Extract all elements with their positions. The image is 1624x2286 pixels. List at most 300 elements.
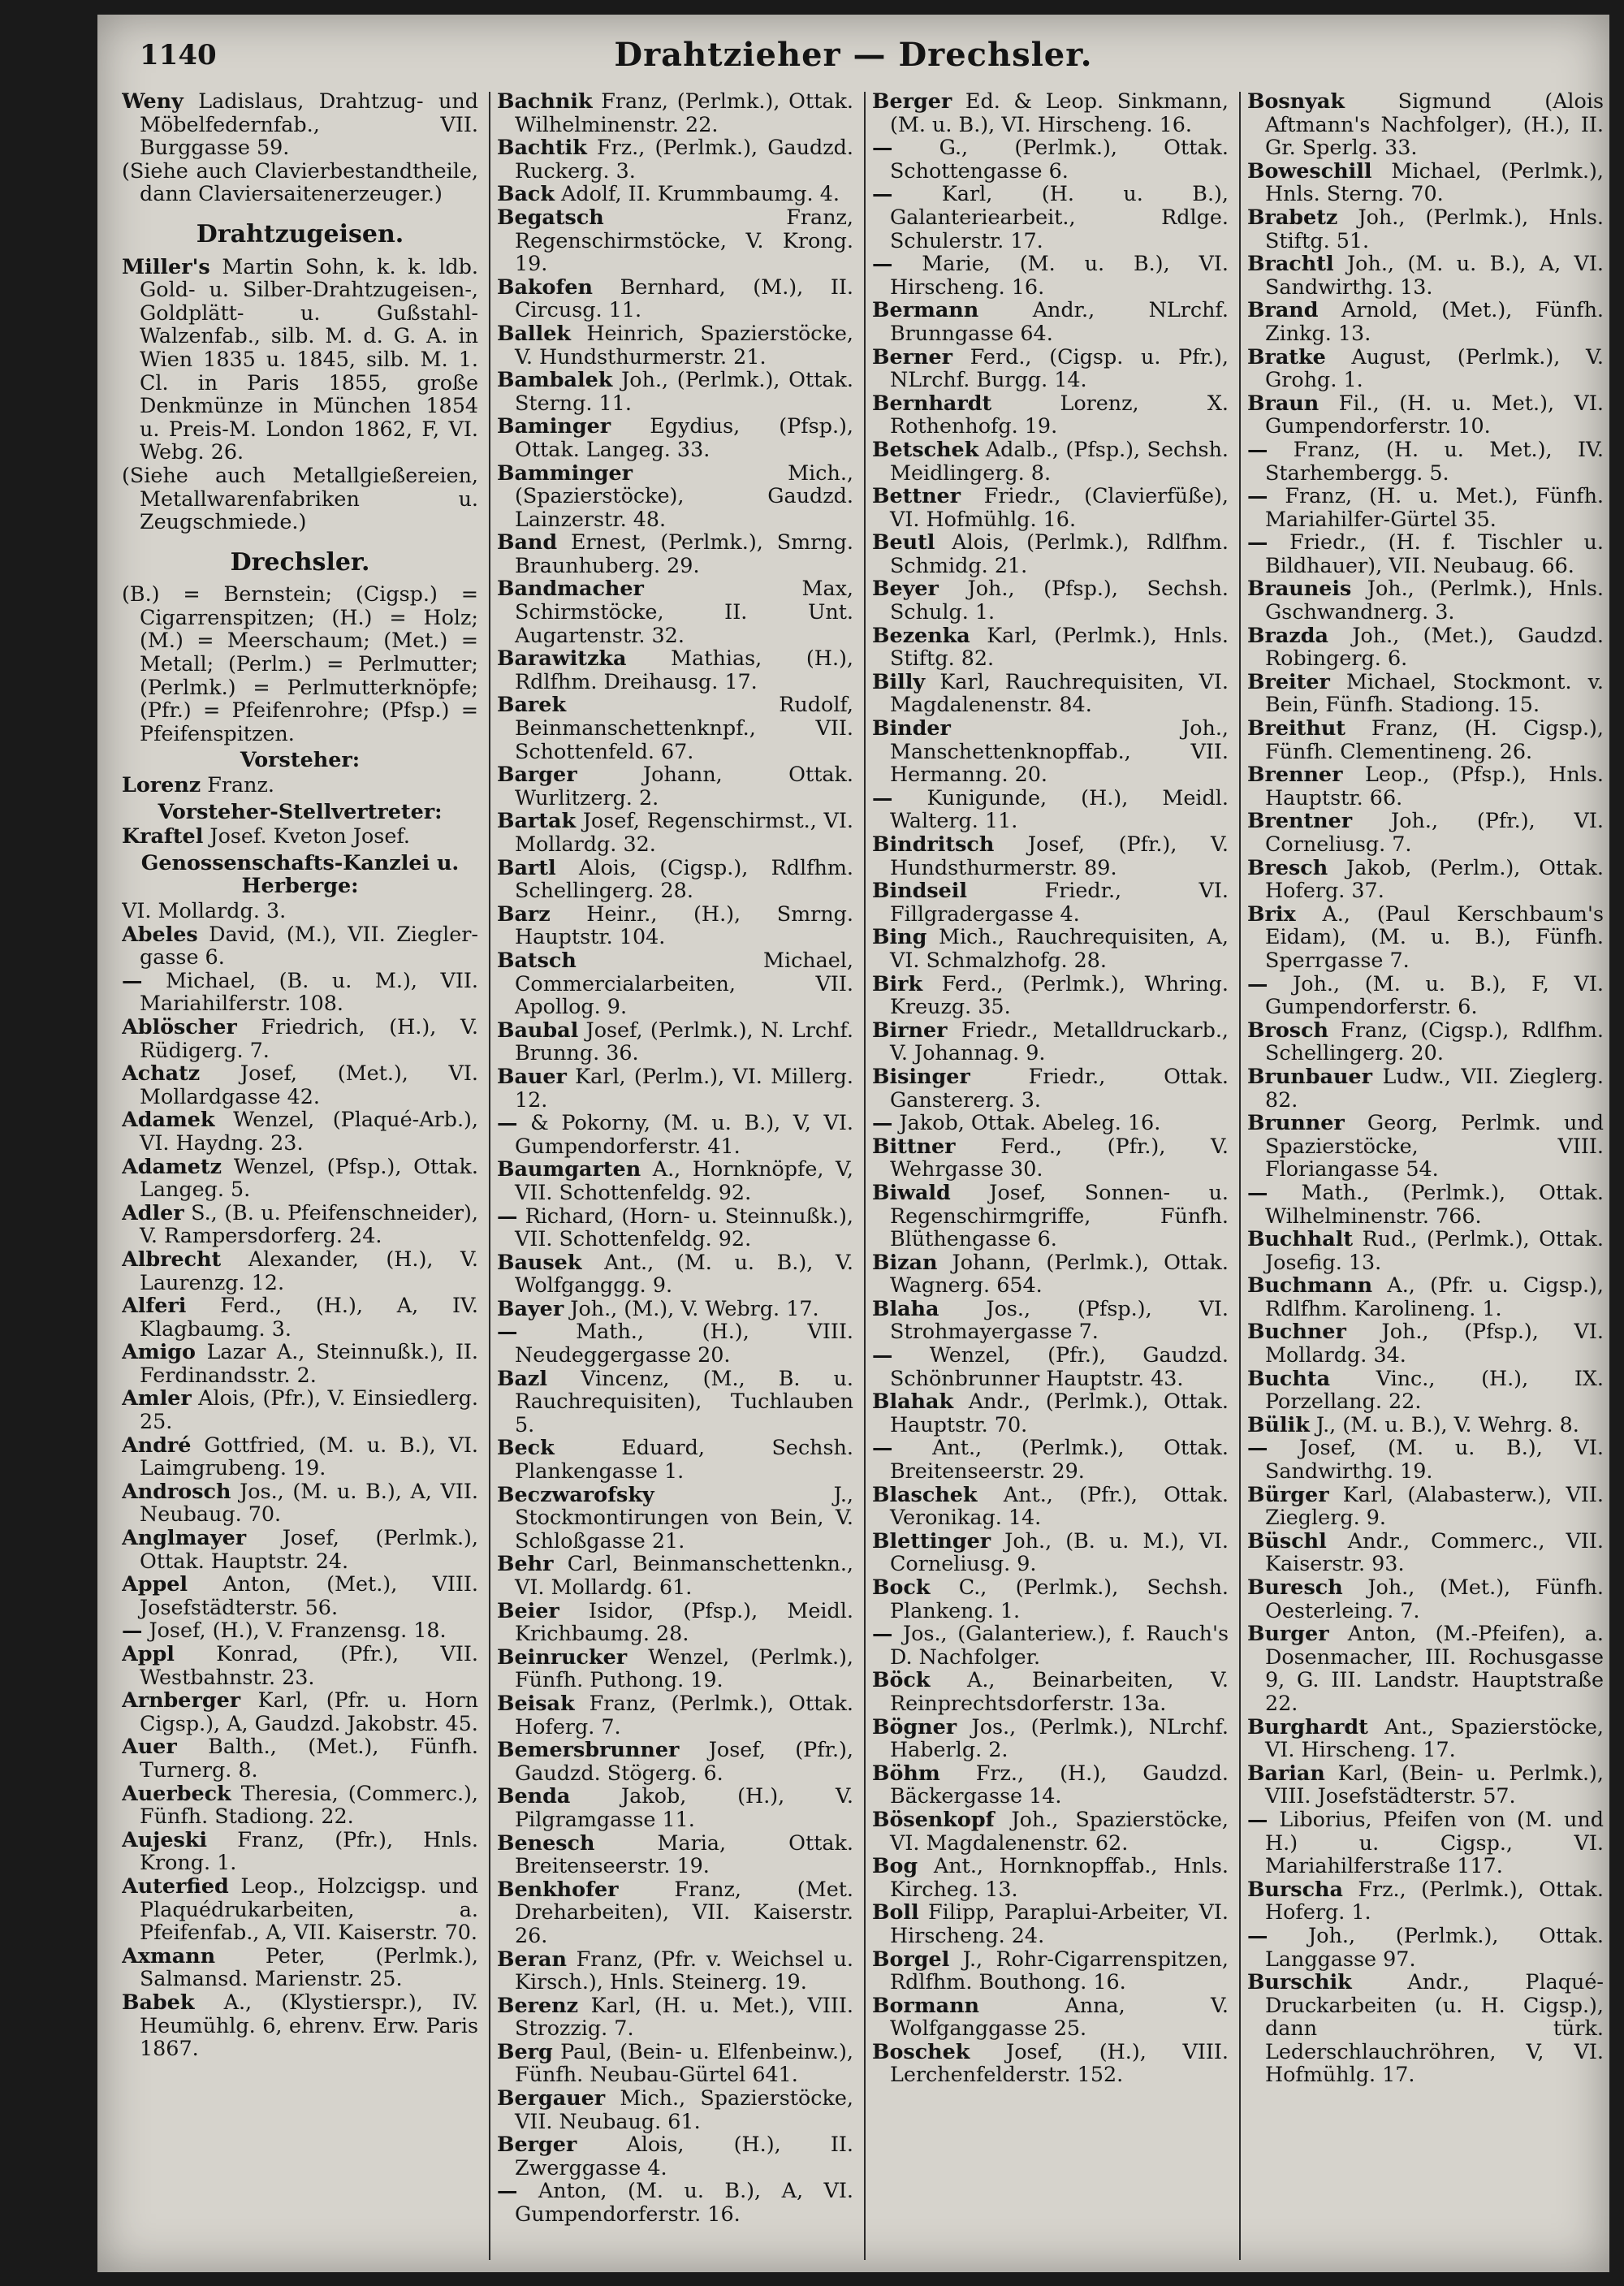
directory-entry (122, 1526, 478, 1572)
entry-name: Bayer (497, 1295, 564, 1320)
directory-entry (872, 832, 1229, 879)
entry-details: Josef, Regenschirmst., VI. Mollardg. 32. (515, 808, 853, 856)
entry-details: Peter, (Perlmk.), Salmansd. Marienstr. 25. (140, 1942, 478, 1991)
directory-entry (872, 298, 1229, 344)
directory-entry (497, 1018, 853, 1065)
entry-name: Benesch (497, 1830, 595, 1855)
entry-name: Bemersbrunner (497, 1737, 680, 1762)
entry-details: Anna, V. Wolfganggasse 25. (890, 1992, 1229, 2041)
entry-details: Karl, (Perlmk.), Hnls. Stiftg. 82. (890, 622, 1229, 671)
directory-entry (122, 1433, 478, 1480)
entry-details: Josef, Sonnen- u. Regenschirmgriffe, Fünfh. Blüthengasse 6. (890, 1179, 1229, 1251)
entry-details: Joh., Spazierstöcke, VI. Magdalenenstr. 62. (890, 1806, 1229, 1855)
directory-entry (1247, 1367, 1604, 1413)
entry-details: Ant., Hornknopffab., Hnls. Kircheg. 13. (890, 1853, 1229, 1901)
entry-details: C., (Perlmk.), Sechsh. Plankeng. 1. (890, 1575, 1229, 1623)
entry-name: Barger (497, 762, 577, 787)
entry-details: Franz, (Met. Dreharbeiten), VII. Kaiserstr. 26. (515, 1876, 853, 1947)
entry-details: Wenzel, (Pfr.), Gaudzd. Schönbrunner Hauptstr. 43. (890, 1342, 1229, 1390)
entry-details: Lorenz, X. Rothenhofg. 19. (890, 390, 1229, 439)
entry-name: André (122, 1432, 192, 1457)
entry-details: Gottfried, (M. u. B.), VI. Laimgrubeng. 19. (140, 1432, 478, 1480)
entry-details: Isidor, (Pfsp.), Meidl. Krichbaumg. 28. (515, 1597, 853, 1646)
directory-entry (497, 1204, 853, 1251)
entry-details: Vincenz, (M., B. u. Rauchrequisiten), Tuchlauben 5. (515, 1365, 853, 1437)
directory-entry (497, 2179, 853, 2225)
entry-details: & Pokorny, (M. u. B.), V, VI. Gumpendorferstr. 41. (515, 1110, 853, 1158)
entry-details: J., (M. u. B.), V. Wehrg. 8. (1309, 1411, 1579, 1437)
directory-entry (1247, 1065, 1604, 1111)
entry-details: Wenzel, (Plaqué-Arb.), VI. Haydng. 23. (140, 1107, 478, 1155)
directory-entry (872, 577, 1229, 623)
directory-entry (497, 902, 853, 949)
entry-details: Friedr., Metalldruckarb., V. Johannag. 9. (890, 1017, 1229, 1065)
entry-name: Bog (872, 1853, 918, 1878)
entry-name: Bartl (497, 854, 556, 879)
entry-name: Ballek (497, 320, 571, 345)
directory-entry (122, 923, 478, 969)
entry-name: Buresch (1247, 1575, 1343, 1599)
entry-details: Joh., (Met.), Gaudzd. Robingerg. 6. (1265, 622, 1604, 671)
directory-entry (872, 1297, 1229, 1343)
entry-details: A., Hornknöpfe, V, VII. Schottenfeldg. 92. (515, 1156, 853, 1204)
entry-name: Amler (122, 1385, 192, 1411)
directory-entry (497, 1320, 853, 1366)
entry-name: Weny (122, 89, 184, 113)
directory-entry (872, 624, 1229, 670)
entry-details: Joh., (Pfr.), VI. Corneliusg. 7. (1265, 808, 1604, 856)
entry-details: Franz, (Pfr. v. Weichsel u. Kirsch.), Hnls. Steinerg. 19. (515, 1946, 853, 1994)
directory-entry (872, 1251, 1229, 1297)
directory-entry (497, 1436, 853, 1482)
entry-name: Ablöscher (122, 1013, 237, 1039)
entry-details: Filipp, Paraplui-Arbeiter, VI. Hirscheng. 24. (890, 1899, 1229, 1947)
subheading: Vorsteher-Stellvertreter: (158, 798, 443, 823)
directory-entry (1247, 1808, 1604, 1878)
entry-details: Josef, (M. u. B.), VI. Sandwirthg. 19. (1265, 1435, 1604, 1484)
entry-details: Joh., (Pfsp.), VI. Mollardg. 34. (1265, 1319, 1604, 1368)
directory-entry (122, 89, 478, 159)
entry-details: Arnold, (Met.), Fünfh. Zinkg. 13. (1265, 297, 1604, 345)
entry-name: Birk (872, 970, 923, 996)
entry-name: Begatsch (497, 204, 604, 229)
entry-name: Appl (122, 1641, 175, 1666)
entry-details: Heinrich, Spazierstöcke, V. Hundsthurmerstr. 21. (515, 320, 853, 369)
directory-entry (497, 182, 853, 205)
entry-name: Böck (872, 1667, 931, 1692)
entry-details: Math., (Perlmk.), Ottak. Wilhelminenstr. 766. (1265, 1179, 1604, 1228)
directory-entry (497, 1878, 853, 1947)
entry-details: Franz, (Pfr.), Hnls. Krong. 1. (140, 1826, 478, 1875)
entry-details: Jakob, (H.), V. Pilgramgasse 11. (515, 1783, 853, 1831)
entry-details: Adalb., (Pfsp.), Sechsh. Meidlingerg. 8. (890, 436, 1229, 485)
directory-entry (872, 438, 1229, 484)
directory-entry (497, 1831, 853, 1878)
entry-name: Beier (497, 1597, 559, 1623)
directory-entry (872, 1529, 1229, 1575)
entry-details: Alois, (Pfr.), V. Einsiedlerg. 25. (140, 1385, 478, 1434)
directory-entry (497, 1251, 853, 1297)
column-divider (489, 92, 490, 2260)
entry-name: Barian (1247, 1760, 1325, 1785)
entry-details: Ant., Spazierstöcke, VI. Hirscheng. 17. (1265, 1713, 1604, 1762)
entry-name: Bittner (872, 1133, 956, 1158)
directory-entry (872, 972, 1229, 1018)
directory-entry (1247, 1436, 1604, 1482)
directory-entry (1247, 1018, 1604, 1065)
entry-details: Josef, (Pfr.), Gaudzd. Stögerg. 6. (515, 1737, 853, 1785)
entry-name: Betschek (872, 436, 979, 461)
entry-name: Bizan (872, 1249, 938, 1274)
entry-name: — (872, 1342, 893, 1368)
directory-entry (122, 1688, 478, 1735)
column-3 (872, 89, 1233, 2266)
entry-name: — (872, 135, 893, 160)
directory-entry (1247, 716, 1604, 763)
entry-name: Bezenka (872, 622, 970, 647)
entry-details: Friedrich, (H.), V. Rüdigerg. 7. (140, 1013, 478, 1062)
directory-entry (122, 1642, 478, 1688)
entry-details: Sigmund (Alois Aftmann's Nachfolger), (H.), II. Gr. Sperlg. 33. (1265, 89, 1604, 160)
column-divider (1239, 92, 1241, 2260)
entry-name: Bing (872, 924, 927, 949)
entry-details: Josef, (Perlmk.), Ottak. Hauptstr. 24. (140, 1525, 478, 1573)
entry-name: Burschik (1247, 1969, 1352, 1994)
entry-details: Jakob, Ottak. Abeleg. 16. (892, 1110, 1161, 1135)
entry-name: Brazda (1247, 622, 1328, 647)
entry-name: Bermann (872, 297, 979, 322)
entry-details: Heinr., (H.), Smrng. Hauptstr. 104. (515, 901, 853, 949)
entry-name: Albrecht (122, 1246, 222, 1271)
directory-entry (497, 368, 853, 414)
entry-details: Ernest, (Perlmk.), Smrng. Braunhuberg. 29. (515, 529, 853, 577)
directory-entry (497, 763, 853, 809)
directory-entry (872, 1575, 1229, 1622)
entry-details: Joh., (B. u. M.), VI. Corneliusg. 9. (890, 1528, 1229, 1576)
entry-details: Rudolf, Beinmanschettenknpf., VII. Schottenfeld. 67. (515, 692, 853, 763)
directory-entry (1247, 159, 1604, 205)
entry-name: Breiter (1247, 668, 1330, 694)
entry-details: Johann, Ottak. Wurlitzerg. 2. (515, 762, 853, 810)
entry-details: Ant., (M. u. B.), V. Wolfganggg. 9. (515, 1249, 853, 1298)
entry-details: Johann, (Perlmk.), Ottak. Wagnerg. 654. (890, 1249, 1229, 1298)
directory-entry (122, 1572, 478, 1618)
entry-details: Leop., Holzcigsp. und Plaquédrukarbeiten, a. Pfeifenfab., A, VII. Kaiserstr. 70. (140, 1873, 478, 1945)
column-1 (122, 89, 483, 2266)
entry-name: Borgel (872, 1946, 950, 1971)
entry-details: Egydius, (Pfsp.), Ottak. Langeg. 33. (515, 413, 853, 461)
entry-details: Joh., (Perlmk.), Hnls. Stiftg. 51. (1265, 204, 1604, 253)
entry-name: — (1247, 1435, 1268, 1460)
entry-name: Beczwarofsky (497, 1481, 654, 1506)
entry-details: Karl, Rauchrequisiten, VI. Magdalenenstr. 84. (890, 668, 1229, 717)
directory-entry (497, 693, 853, 763)
entry-name: Berger (872, 89, 952, 113)
directory-entry (872, 786, 1229, 832)
directory-entry (1247, 763, 1604, 809)
note-text: (Siehe auch Metallgießereien, Metallwarenfabriken u. Zeugschmiede.) (122, 462, 478, 534)
directory-entry (1247, 1111, 1604, 1181)
entry-name: Beyer (872, 576, 939, 601)
entry-details: Anton, (M. u. B.), A, VI. Gumpendorferstr. 16. (515, 2178, 853, 2227)
entry-name: Barz (497, 901, 551, 926)
entry-details: Konrad, (Pfr.), VII. Westbahnstr. 23. (140, 1641, 478, 1689)
entry-name: Brenner (1247, 762, 1343, 787)
entry-name: Bergauer (497, 2085, 606, 2111)
entry-name: Baubal (497, 1017, 579, 1042)
entry-details: Joh., (Perlmk.), Hnls. Gschwandnerg. 3. (1265, 576, 1604, 624)
entry-name: Adler (122, 1199, 184, 1225)
entry-name: Bindseil (872, 878, 968, 903)
directory-entry (872, 1900, 1229, 1947)
entry-name: Buchner (1247, 1319, 1346, 1344)
directory-entry (122, 1944, 478, 1990)
column-2 (497, 89, 858, 2266)
directory-entry (872, 1134, 1229, 1181)
entry-name: Axmann (122, 1942, 216, 1968)
entry-name: Beisak (497, 1690, 575, 1715)
directory-entry (1247, 1529, 1604, 1575)
directory-entry (497, 136, 853, 182)
entry-name: Behr (497, 1551, 554, 1576)
entry-details: Friedr., (H. f. Tischler u. Bildhauer), VII. Neubaug. 66. (1265, 529, 1604, 577)
entry-details: Michael, Stockmont. v. Bein, Fünfh. Stadiong. 15. (1265, 668, 1604, 717)
entry-name: Brabetz (1247, 204, 1338, 229)
entry-details: Jos., (Pfsp.), VI. Strohmayergasse 7. (890, 1295, 1229, 1344)
entry-details: Richard, (Horn- u. Steinnußk.), VII. Schottenfeldg. 92. (515, 1203, 853, 1251)
entry-details: Friedr., Ottak. Ganstererg. 3. (890, 1063, 1229, 1112)
entry-name: Büschl (1247, 1528, 1327, 1553)
entry-name: Brentner (1247, 808, 1353, 833)
entry-name: Bosnyak (1247, 89, 1345, 113)
directory-entry (1247, 972, 1604, 1018)
directory-entry (497, 1157, 853, 1203)
directory-entry (497, 1297, 853, 1320)
entry-details: Franz, (Cigsp.), Rdlfhm. Schellingerg. 20. (1265, 1017, 1604, 1065)
entry-name: Beinrucker (497, 1644, 628, 1669)
directory-entry (872, 345, 1229, 391)
directory-entry (872, 1947, 1229, 1994)
entry-name: Barek (497, 692, 567, 717)
entry-details: Karl, (Pfr. u. Horn Cigsp.), A, Gaudzd. Jakobstr. 45. (140, 1687, 478, 1735)
entry-details: Leop., (Pfsp.), Hnls. Hauptstr. 66. (1265, 762, 1604, 810)
entry-name: Achatz (122, 1061, 201, 1086)
entry-name: Brunner (1247, 1110, 1345, 1135)
entry-details: Michael, (B. u. M.), VII. Mariahilferstr. 108. (140, 967, 478, 1016)
entry-name: Brachtl (1247, 251, 1334, 276)
entry-name: Burger (1247, 1621, 1329, 1646)
entry-details: Bernhard, (M.), II. Circusg. 11. (515, 274, 853, 322)
entry-name: Bandmacher (497, 576, 644, 601)
entry-name: Bock (872, 1575, 931, 1599)
entry-details: Andr., Commerc., VII. Kaiserstr. 93. (1265, 1528, 1604, 1576)
note-text: VI. Mollardg. 3. (122, 898, 287, 923)
directory-entry (1247, 1715, 1604, 1761)
directory-entry (497, 275, 853, 322)
directory-entry (1247, 298, 1604, 344)
entry-details: Georg, Perlmk. und Spazierstöcke, VIII. Floriangasse 54. (1265, 1110, 1604, 1182)
directory-entry (872, 391, 1229, 438)
entry-name: — (1247, 529, 1268, 555)
entry-details: S., (B. u. Pfeifenschneider), V. Rampersdorferg. 24. (140, 1199, 478, 1248)
entry-details: Franz, (Perlmk.), Ottak. Hoferg. 7. (515, 1690, 853, 1739)
directory-entry (1247, 391, 1604, 438)
entry-name: Bindritsch (872, 832, 995, 856)
entry-details: Andr., (Perlmk.), Ottak. Hauptstr. 70. (890, 1389, 1229, 1437)
directory-entry (872, 1343, 1229, 1389)
entry-details: Jos., (Galanteriew.), f. Rauch's D. Nachfolger. (890, 1621, 1229, 1669)
entry-name: Bazl (497, 1365, 547, 1390)
directory-entry (872, 1808, 1229, 1854)
entry-name: Berenz (497, 1992, 579, 2017)
entry-name: Biwald (872, 1179, 951, 1204)
entry-name: — (497, 1319, 518, 1344)
directory-entry (122, 255, 478, 464)
entry-name: Arnberger (122, 1687, 241, 1713)
entry-name: Bülik (1247, 1411, 1310, 1437)
entry-name: Blaha (872, 1295, 939, 1320)
entry-name: Binder (872, 715, 951, 741)
entry-name: Amigo (122, 1339, 196, 1364)
directory-entry (497, 1784, 853, 1830)
entry-name: Brunbauer (1247, 1063, 1372, 1088)
entry-name: — (1247, 1806, 1268, 1831)
entry-name: Bambalek (497, 367, 613, 392)
entry-details: Adolf, II. Krummbaumg. 4. (554, 181, 840, 206)
directory-entry (122, 824, 478, 848)
entry-details: Mich., Spazierstöcke, VII. Neubaug. 61. (515, 2085, 853, 2133)
entry-details: Andr., NLrchf. Brunngasse 64. (890, 297, 1229, 345)
entry-name: — (497, 1203, 518, 1228)
entry-name: Brauneis (1247, 576, 1352, 601)
entry-details: David, (M.), VII. Ziegler-gasse 6. (140, 921, 478, 970)
entry-details: Anton, (Met.), VIII. Josefstädterstr. 56. (140, 1571, 478, 1619)
entry-details: Theresia, (Commerc.), Fünfh. Stadiong. 22. (140, 1780, 478, 1829)
entry-name: Bösenkopf (872, 1806, 995, 1831)
entry-name: Back (497, 181, 555, 206)
entry-name: Aujeski (122, 1826, 208, 1852)
running-title: Drahtzieher — Drechsler. (614, 36, 1093, 74)
entry-details: J., Stockmontirungen von Bein, V. Schloßgasse 21. (515, 1481, 853, 1553)
entry-details: A., (Paul Kerschbaum's Eidam), (M. u. B.), Fünfh. Sperrgasse 7. (1265, 901, 1604, 972)
directory-entry (872, 879, 1229, 925)
entry-name: Burghardt (1247, 1713, 1368, 1739)
entry-details: Friedr., VI. Fillgradergasse 4. (890, 878, 1229, 926)
entry-details: Josef, (H.), V. Franzensg. 18. (142, 1618, 447, 1643)
directory-entry (1247, 902, 1604, 972)
directory-entry (872, 1436, 1229, 1482)
directory-entry (122, 1735, 478, 1781)
directory-entry (872, 1389, 1229, 1436)
entry-name: Band (497, 529, 558, 555)
entry-details: August, (Perlmk.), V. Grohg. 1. (1265, 344, 1604, 392)
entry-name: — (122, 967, 143, 992)
entry-details: A., Beinarbeiten, V. Reinprechtsdorferstr. 13a. (890, 1667, 1229, 1715)
entry-details: Frz., (Perlmk.), Gaudzd. Ruckerg. 3. (515, 135, 853, 183)
entry-name: Bernhardt (872, 390, 992, 415)
entry-name: Baumgarten (497, 1156, 641, 1182)
directory-entry (122, 969, 478, 1015)
entry-details: Joh., (Perlmk.), Ottak. Sterng. 11. (515, 367, 853, 415)
entry-name: Benda (497, 1783, 571, 1808)
entry-details: Karl, (H. u. B.), Galanteriearbeit., Rdlge. Schulerstr. 17. (890, 181, 1229, 253)
entry-details: Jakob, (Perlm.), Ottak. Hoferg. 37. (1265, 854, 1604, 903)
directory-entry (122, 1990, 478, 2060)
entry-details: Balth., (Met.), Fünfh. Turnerg. 8. (140, 1734, 478, 1782)
directory-entry (872, 1483, 1229, 1529)
entry-name: Bisinger (872, 1063, 970, 1088)
entry-name: Buchta (1247, 1365, 1331, 1390)
directory-entry (1247, 1575, 1604, 1622)
directory-entry (497, 414, 853, 460)
page-number: 1140 (140, 39, 217, 71)
directory-entry (497, 1483, 853, 1553)
entry-details: Marie, (M. u. B.), VI. Hirscheng. 16. (890, 251, 1229, 299)
entry-name: Bachnik (497, 89, 593, 113)
directory-entry (122, 1782, 478, 1828)
directory-entry (1247, 1761, 1604, 1808)
directory-entry (1247, 1227, 1604, 1273)
directory-entry (872, 182, 1229, 252)
directory-entry (1247, 89, 1604, 159)
entry-name: — (872, 1435, 893, 1460)
directory-entry (122, 1015, 478, 1061)
entry-name: Boweschill (1247, 158, 1372, 183)
directory-entry (497, 2133, 853, 2179)
directory-page (97, 15, 1609, 2272)
subheading: Genossenschafts-Kanzlei u. Herberge: (140, 849, 460, 898)
directory-entry (497, 530, 853, 577)
entry-details: Friedr., (Clavierfüße), VI. Hofmühlg. 16. (890, 483, 1229, 531)
note-text: (B.) = Bernstein; (Cigsp.) = Cigarrenspitzen; (H.) = Holz; (M.) = Meerschaum; (Met.) = Metall; (Perlm.) = Perlmutter; (Perlmk.) = Perlmutterknöpfe; (Pfr.) = Pfeifenrohre; (Pfsp.) = Pfeifenspitzen. (122, 581, 478, 745)
entry-details: Joh., Manschettenknopffab., VII. Hermanng. 20. (890, 715, 1229, 787)
entry-name: Buchmann (1247, 1273, 1373, 1298)
entry-name: Billy (872, 668, 926, 694)
entry-name: Bamminger (497, 460, 633, 485)
entry-details: Ferd., (Cigsp. u. Pfr.), NLrchf. Burgg. 14. (890, 344, 1229, 392)
entry-details: Carl, Beinmanschettenkn., VI. Mollardg. 61. (515, 1551, 853, 1599)
entry-name: Bormann (872, 1992, 980, 2017)
entry-name: — (872, 784, 893, 810)
entry-name: — (1247, 1179, 1268, 1204)
directory-entry (497, 856, 853, 902)
entry-details: Eduard, Sechsh. Plankengasse 1. (515, 1435, 853, 1484)
directory-entry (497, 949, 853, 1018)
entry-details: Joh., (Met.), Fünfh. Oesterleing. 7. (1265, 1575, 1604, 1623)
directory-entry (122, 1340, 478, 1386)
directory-entry (1247, 577, 1604, 623)
entry-details: Ed. & Leop. Sinkmann, (M. u. B.), VI. Hirscheng. 16. (890, 89, 1229, 136)
directory-entry (497, 1065, 853, 1111)
entry-details: Vinc., (H.), IX. Porzellang. 22. (1265, 1365, 1604, 1414)
entry-details: Wenzel, (Perlmk.), Fünfh. Puthong. 19. (515, 1644, 853, 1692)
entry-name: Anglmayer (122, 1525, 247, 1550)
directory-entry (872, 1181, 1229, 1251)
directory-entry (122, 1108, 478, 1154)
directory-entry (872, 2040, 1229, 2086)
directory-entry (872, 252, 1229, 298)
entry-details: Joh., (M. u. B.), F, VI. Gumpendorferstr. 6. (1265, 970, 1604, 1019)
entry-name: — (1247, 436, 1268, 461)
entry-name: Braun (1247, 390, 1320, 415)
entry-details: Liborius, Pfeifen von (M. und H.) u. Cigsp., VI. Mariahilferstraße 117. (1265, 1806, 1604, 1878)
entry-details: Karl, (Perlm.), VI. Millerg. 12. (515, 1063, 853, 1112)
entry-details: Martin Sohn, k. k. ldb. Gold- u. Silber-Drahtzugeisen-, Goldplätt- u. Gußstahl-Walzenfab., silb. M. d. G. A. in Wien 1835 u. 1845, silb. M. 1. Cl. in Paris 1855, große Denkmünze in München 1854 u. Preis-M. London 1862, F, VI. Webg. 26. (140, 253, 478, 465)
directory-entry (122, 1061, 478, 1108)
directory-entry (1247, 624, 1604, 670)
directory-entry (872, 716, 1229, 786)
directory-entry (497, 1645, 853, 1692)
